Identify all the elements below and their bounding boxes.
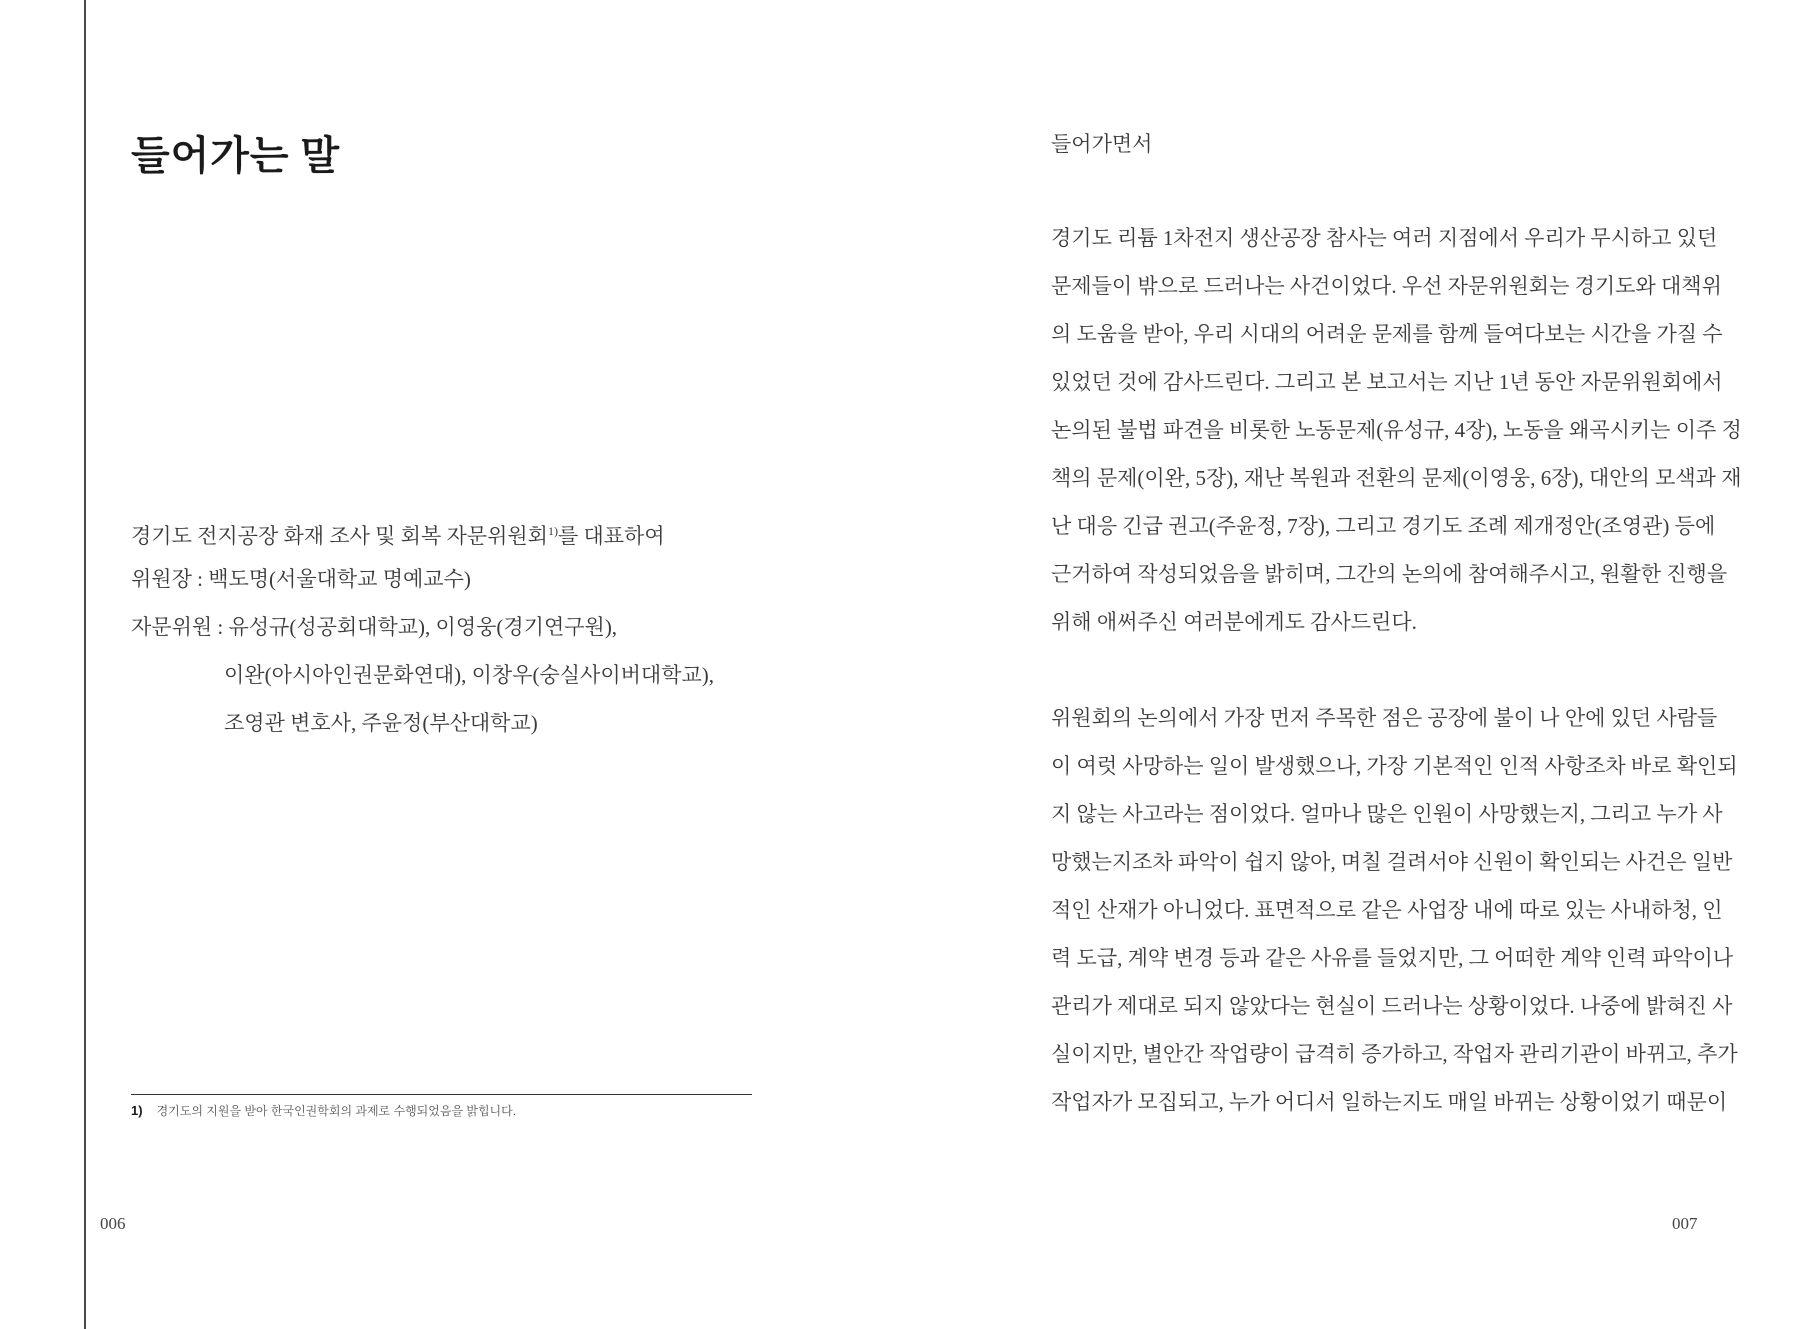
committee-header [131, 507, 771, 555]
footnote-text: 경기도의 지원을 받아 한국인권학회의 과제로 수행되었음을 밝힙니다. [156, 1104, 517, 1118]
footnote [131, 1102, 516, 1119]
committee-header-suffix: 를 대표하여 [557, 524, 665, 548]
page-number-left: 006 [100, 1214, 126, 1233]
text-line: 근거하여 작성되었음을 밝히며, 그간의 논의에 참여해주시고, 원활한 진행을 [1051, 562, 1728, 586]
text-line: 논의된 불법 파견을 비롯한 노동문제(유성규, 4장), 노동을 왜곡시키는 이주 정 [1051, 418, 1742, 442]
paragraph-2 [1051, 694, 1738, 1126]
text-line: 난 대응 긴급 권고(주윤정, 7장), 그리고 경기도 조례 제개정안(조영관) 등에 [1051, 514, 1716, 538]
text-line: 적인 산재가 아니었다. 표면적으로 같은 사업장 내에 따로 있는 사내하청, 인 [1051, 898, 1723, 922]
footnote-divider [131, 1094, 752, 1095]
footnote-reference[interactable]: 1) [547, 524, 558, 538]
binding-edge-line [84, 0, 86, 1329]
committee-advisors-cont: 이완(아시아인권문화연대), 이창우(숭실사이버대학교), [224, 663, 715, 687]
committee-advisors-cont: 조영관 변호사, 주윤정(부산대학교) [224, 711, 538, 735]
text-line: 책의 문제(이완, 5장), 재난 복원과 전환의 문제(이영웅, 6장), 대안의 모색과 재 [1051, 466, 1742, 490]
text-line: 력 도급, 계약 변경 등과 같은 사유를 들었지만, 그 어떠한 계약 인력 파악이나 [1051, 946, 1734, 970]
text-line: 지 않는 사고라는 점이었다. 얼마나 많은 인원이 사망했는지, 그리고 누가 사 [1051, 802, 1723, 826]
text-line: 망했는지조차 파악이 쉽지 않아, 며칠 걸려서야 신원이 확인되는 사건은 일반 [1051, 850, 1733, 874]
footnote-number: 1) [131, 1103, 143, 1118]
text-line: 의 도움을 받아, 우리 시대의 어려운 문제를 함께 들여다보는 시간을 가질 수 [1051, 322, 1723, 346]
text-line: 위원회의 논의에서 가장 먼저 주목한 점은 공장에 불이 나 안에 있던 사람들 [1051, 706, 1718, 730]
text-line: 문제들이 밖으로 드러나는 사건이었다. 우선 자문위원회는 경기도와 대책위 [1051, 274, 1722, 298]
committee-chair: 위원장 : 백도명(서울대학교 명예교수) [131, 567, 471, 591]
text-line: 있었던 것에 감사드린다. 그리고 본 보고서는 지난 1년 동안 자문위원회에서 [1051, 370, 1723, 394]
text-line: 작업자가 모집되고, 누가 어디서 일하는지도 매일 바뀌는 상황이었기 때문이 [1051, 1090, 1728, 1114]
page-number-right: 007 [1672, 1214, 1698, 1233]
text-line: 경기도 리튬 1차전지 생산공장 참사는 여러 지점에서 우리가 무시하고 있던 [1051, 226, 1718, 250]
committee-header-text: 경기도 전지공장 화재 조사 및 회복 자문위원회 [131, 524, 548, 548]
text-line: 이 여럿 사망하는 일이 발생했으나, 가장 기본적인 인적 사항조차 바로 확인되 [1051, 754, 1738, 778]
text-line: 관리가 제대로 되지 않았다는 현실이 드러나는 상황이었다. 나중에 밝혀진 사 [1051, 994, 1733, 1018]
paragraph-1 [1051, 214, 1742, 646]
committee-block [131, 507, 771, 747]
page-title: 들어가는 말 [131, 133, 341, 178]
committee-advisors: 자문위원 : 유성규(성공회대학교), 이영웅(경기연구원), [131, 615, 618, 639]
text-line: 실이지만, 별안간 작업량이 급격히 증가하고, 작업자 관리기관이 바뀌고, 추가 [1051, 1042, 1738, 1066]
text-line: 위해 애써주신 여러분에게도 감사드린다. [1051, 610, 1417, 634]
section-heading: 들어가면서 [1051, 132, 1153, 156]
